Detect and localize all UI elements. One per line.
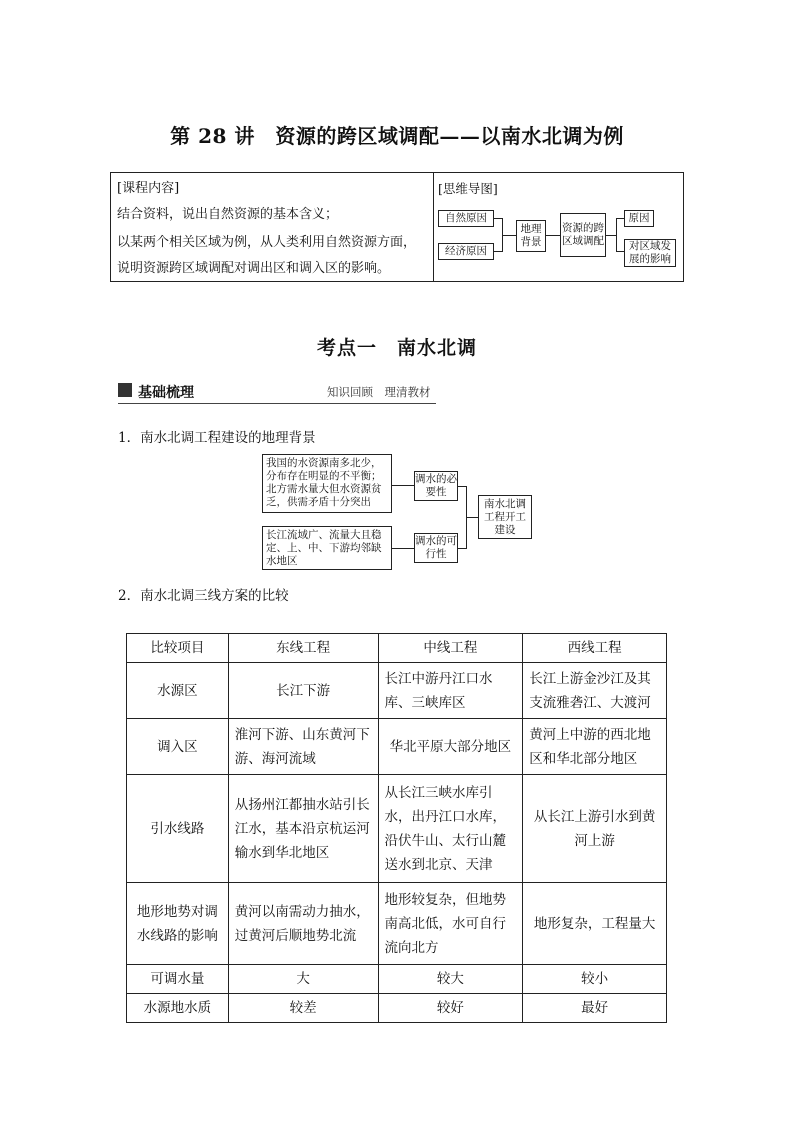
- course-intro-box: [110, 172, 684, 282]
- background-box-a: 我国的水资源南多北少，分布存在明显的不平衡；北方需水量大但水资源贫乏，供需矛盾十分突出: [262, 454, 392, 513]
- table-cell: 从长江三峡水库引水，出丹江口水库，沿伏牛山、太行山麓送水到北京、天津: [378, 775, 523, 883]
- square-icon: [118, 383, 132, 397]
- table-row: [127, 965, 667, 994]
- table-cell: 可调水量: [127, 965, 229, 994]
- table-row: [127, 775, 667, 883]
- table-cell: 引水线路: [127, 775, 229, 883]
- course-line: 说明资源跨区域调配对调出区和调入区的影响。: [117, 261, 391, 276]
- table-cell: 黄河上中游的西北地区和华北部分地区: [523, 719, 667, 775]
- section-title: 考点一 南水北调: [316, 337, 477, 359]
- divider: [118, 403, 436, 404]
- mindmap-reason: 原因: [624, 210, 654, 227]
- table-header: 中线工程: [378, 634, 523, 663]
- table-cell: 水源区: [127, 663, 229, 719]
- page-title: 第 28 讲 资源的跨区域调配——以南水北调为例: [170, 124, 624, 148]
- table-cell: 较好: [378, 994, 523, 1023]
- mindmap-economic-reason: 经济原因: [438, 243, 494, 260]
- mind-map-panel: [433, 173, 683, 281]
- comparison-table: [126, 633, 667, 1023]
- table-header: 东线工程: [228, 634, 378, 663]
- feasibility-box: 调水的可行性: [414, 533, 458, 563]
- table-cell: 长江下游: [228, 663, 378, 719]
- mindmap-center: 资源的跨区域调配: [560, 213, 606, 257]
- background-box-b: 长江流域广、流量大且稳定、上、中、下游均邻缺水地区: [262, 526, 392, 570]
- table-cell: 从扬州江都抽水站引长江水，基本沿京杭运河输水到华北地区: [228, 775, 378, 883]
- table-cell: 较差: [228, 994, 378, 1023]
- table-cell: 长江中游丹江口水库、三峡库区: [378, 663, 523, 719]
- table-row: [127, 883, 667, 965]
- table-header: 比较项目: [127, 634, 229, 663]
- table-row: [127, 994, 667, 1023]
- basics-subtitle: 知识回顾 理清教材: [327, 385, 431, 399]
- mindmap-natural-reason: 自然原因: [438, 210, 494, 227]
- table-row: [127, 663, 667, 719]
- table-header-row: [127, 634, 667, 663]
- course-content-header: [课程内容]: [117, 181, 180, 196]
- part2-heading: 2．南水北调三线方案的比较: [118, 588, 289, 604]
- course-content-panel: [111, 173, 434, 281]
- table-cell: 地形复杂，工程量大: [523, 883, 667, 965]
- course-line: 以某两个相关区域为例，从人类利用自然资源方面，: [117, 235, 417, 250]
- necessity-box: 调水的必要性: [414, 471, 458, 501]
- table-cell: 较小: [523, 965, 667, 994]
- table-header: 西线工程: [523, 634, 667, 663]
- table-cell: 长江上游金沙江及其支流雅砻江、大渡河: [523, 663, 667, 719]
- table-cell: 淮河下游、山东黄河下游、海河流域: [228, 719, 378, 775]
- table-cell: 从长江上游引水到黄河上游: [523, 775, 667, 883]
- table-row: [127, 719, 667, 775]
- result-box: 南水北调工程开工建设: [478, 495, 532, 539]
- mindmap-impact: 对区域发展的影响: [624, 239, 676, 267]
- table-cell: 华北平原大部分地区: [378, 719, 523, 775]
- mind-map-header: [思维导图]: [438, 181, 498, 196]
- mindmap-geo-background: 地理背景: [516, 220, 546, 252]
- table-cell: 最好: [523, 994, 667, 1023]
- table-cell: 黄河以南需动力抽水，过黄河后顺地势北流: [228, 883, 378, 965]
- part1-heading: 1．南水北调工程建设的地理背景: [118, 430, 316, 446]
- table-cell: 水源地水质: [127, 994, 229, 1023]
- table-cell: 地形较复杂，但地势南高北低，水可自行流向北方: [378, 883, 523, 965]
- course-line: 结合资料，说出自然资源的基本含义；: [117, 207, 339, 222]
- table-cell: 调入区: [127, 719, 229, 775]
- table-cell: 大: [228, 965, 378, 994]
- basics-label: 基础梳理: [138, 385, 194, 401]
- table-cell: 地形地势对调水线路的影响: [127, 883, 229, 965]
- table-cell: 较大: [378, 965, 523, 994]
